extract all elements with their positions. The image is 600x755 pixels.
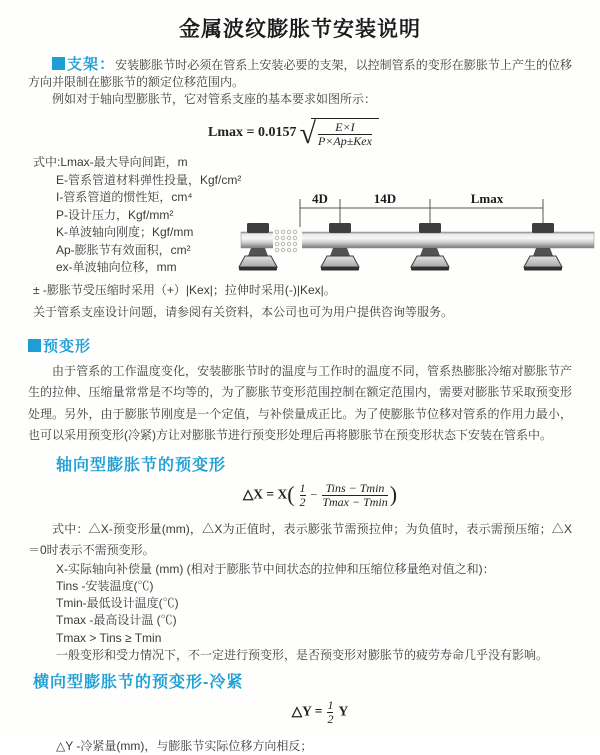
- definition-line: Ap-膨胀节有效面积，cm²: [56, 242, 191, 257]
- support-intro-text: 安装膨胀节时必须在管系上安装必要的支架，以控制管系的变形在膨胀节上产生的位移方向并限制在膨胀节的额定位移范围内。: [28, 58, 572, 89]
- lateral-note-line: △Y -冷紧量(mm)，与膨胀节实际位移方向相反；: [56, 739, 313, 754]
- definition-line: ex-单波轴向位移，mm: [56, 260, 177, 274]
- predeform-section-heading: [28, 338, 572, 355]
- lmax-formula: [28, 118, 572, 148]
- axial-frac2-den: Tmax − Tmin: [322, 494, 388, 509]
- minus-sign: −: [310, 486, 318, 501]
- axial-frac2-num: Tins − Tmin: [325, 480, 385, 495]
- diagram-label-4d: 4D: [312, 191, 328, 206]
- predeform-paragraph: 由于管系的工作温度变化，安装膨胀节时的温度与工作时的温度不同，管系热膨胀冷缩对膨胀节产生的拉伸、压缩量常常是不均等的，为了膨胀节变形范围控制在额定范围内，需要对膨胀节采取预变形处理。另外，由于膨胀节刚度是一个定值，与补偿量成正比。为了使膨胀节位移对管系的作用力最小，也可以采用预变形(冷紧)方让对膨胀节进行预变形处理后再将膨胀节在预变形状态下安装在管系中。: [28, 363, 572, 442]
- definition-line: P-设计压力，Kgf/mm²: [56, 207, 174, 222]
- lateral-frac-num: 1: [327, 698, 334, 713]
- axial-explain-paragraph: 式中：△X-预变形量(mm)，△X为正值时，表示膨张节需预拉伸；为负值时，表示需预压缩；△X＝0时表示不需预变形。: [28, 521, 572, 557]
- axial-frac1-den: 2: [299, 494, 306, 509]
- lmax-formula-lhs: Lmax = 0.0157: [208, 124, 297, 140]
- support-section-heading: 支架：: [67, 56, 116, 73]
- consult-note: 关于管系支座设计问题，请参阅有关资料，本公司也可为用户提供咨询等服务。: [33, 305, 454, 319]
- axial-subsection-heading: 轴向型膨胀节的预变形: [56, 456, 227, 474]
- lateral-formula: [28, 699, 572, 726]
- diagram-label-lmax: Lmax: [470, 191, 504, 206]
- axial-note-line: 一般变形和受力情况下，不一定进行预变形，是否预变形对膨胀节的疲劳寿命几乎没有影响。: [56, 647, 549, 662]
- diagram-label-14d: 14D: [373, 191, 397, 206]
- definition-line: I-管系管道的惯性矩，cm⁴: [56, 190, 193, 204]
- axial-var-line: X-实际轴向补偿量 (mm) (相对于膨胀节中间状态的拉伸和压缩位移量绝对值之和)：: [56, 561, 495, 576]
- predeform-heading-label: 预变形: [43, 337, 92, 355]
- axial-frac1-num: 1: [299, 480, 306, 495]
- support-intro-paragraph: [28, 56, 572, 91]
- lateral-frac-den: 2: [327, 712, 334, 727]
- definition-line: 式中:Lmax-最大导向间距，m: [33, 155, 188, 169]
- bellows-expansion-joint: [273, 227, 302, 253]
- definition-line: E-管系管道材料弹性投量，Kgf/cm²: [56, 172, 242, 187]
- lmax-formula-denominator: P×Ap±Kex: [317, 134, 372, 148]
- definition-line: K-单波轴向刚度；Kgf/mm: [56, 225, 194, 239]
- lateral-subsection-heading: 横向型膨胀节的预变形-冷紧: [33, 674, 244, 692]
- lateral-formula-lhs: △Y =: [291, 703, 323, 719]
- support-example-line: 例如对于轴向型膨胀节，它对管系支座的基本要求如图所示：: [52, 92, 377, 106]
- axial-formula: [28, 482, 572, 509]
- axial-var-line: Tmin-最低设计温度(℃): [56, 596, 179, 611]
- section-bullet-square-icon: [52, 57, 65, 70]
- axial-var-line: Tmax -最高设计温 (℃): [56, 613, 177, 628]
- lateral-formula-rhs: Y: [338, 703, 349, 719]
- pipe-support-diagram: [240, 190, 596, 288]
- open-paren: (: [287, 480, 295, 506]
- lmax-formula-numerator: E×I: [335, 120, 355, 134]
- close-paren: ): [389, 480, 398, 506]
- page-title: 金属波纹膨胀节安装说明: [179, 18, 421, 41]
- section-bullet-square-icon: [28, 339, 41, 352]
- axial-var-line: Tins -安装温度(℃): [56, 578, 154, 593]
- axial-formula-lhs: △X = X: [242, 485, 288, 501]
- axial-var-line: Tmax > Tins ≥ Tmin: [56, 630, 162, 645]
- plus-minus-note: ± -膨胀节受压缩时采用（+）|Kex|；拉伸时采用(-)|Kex|。: [33, 282, 336, 297]
- sqrt-radical-icon: √: [299, 116, 314, 150]
